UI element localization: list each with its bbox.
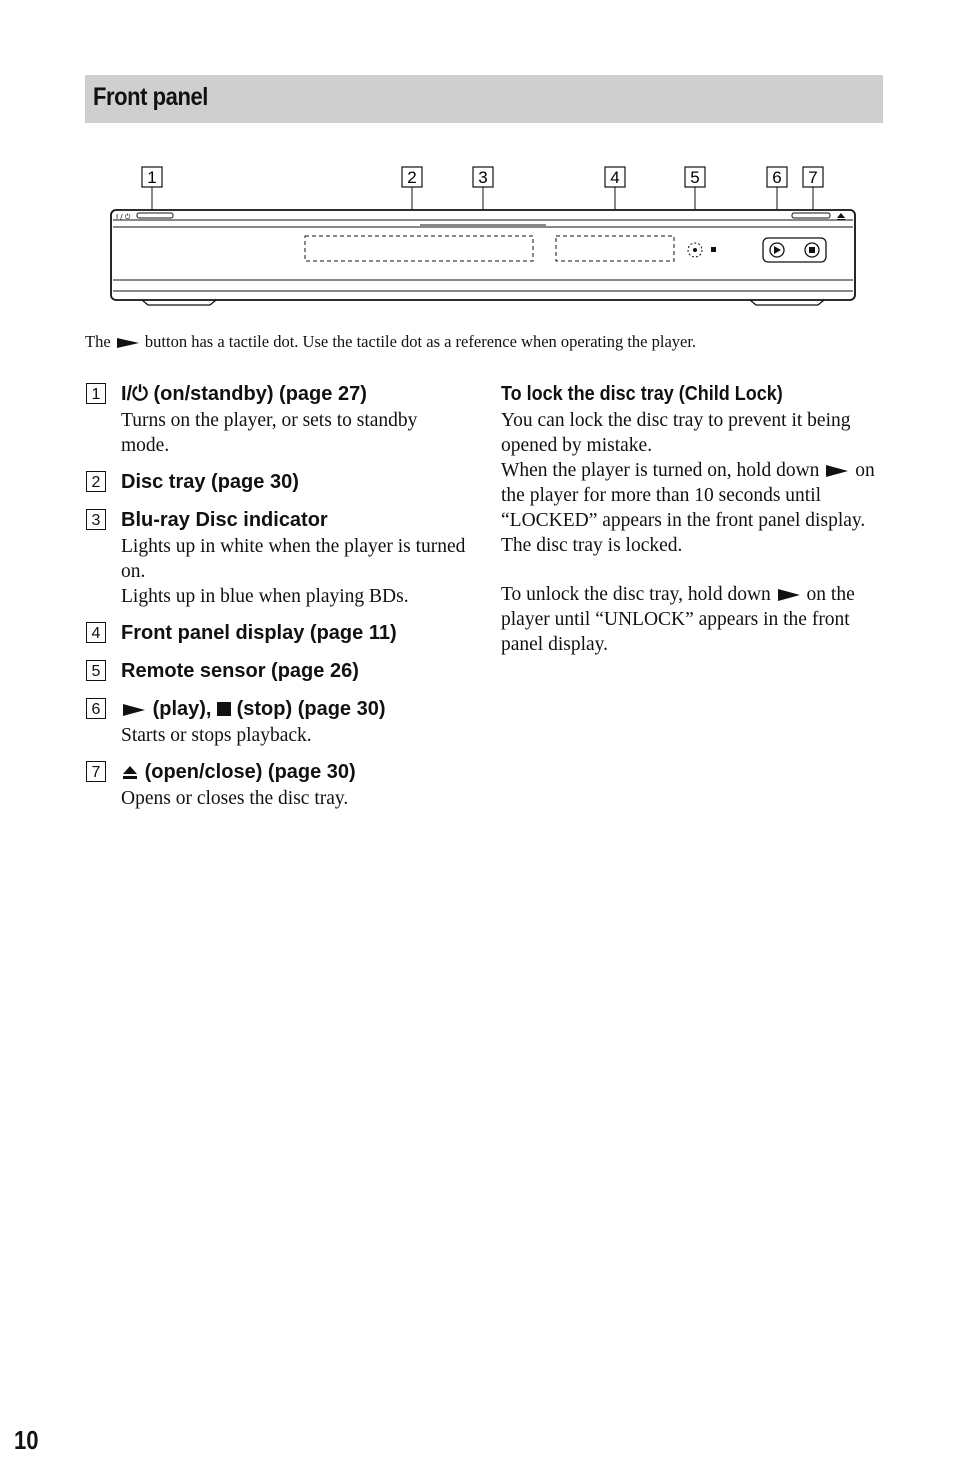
list-item xyxy=(86,758,466,811)
callout-1 xyxy=(142,167,162,212)
power-icon: I/⏻ xyxy=(121,383,148,405)
list-item xyxy=(86,695,466,748)
list-item xyxy=(86,657,466,685)
play-icon xyxy=(778,589,800,601)
svg-text:2: 2 xyxy=(407,168,417,187)
item-number: 1 xyxy=(86,383,106,404)
caption-prefix: The xyxy=(85,332,111,351)
play-icon xyxy=(117,338,139,348)
list-item xyxy=(86,619,466,647)
item-title: Front panel display (page 11) xyxy=(121,622,397,644)
item-number: 5 xyxy=(86,660,106,681)
item-description: Lights up in white when the player is turned on. xyxy=(121,536,466,582)
child-lock-lock-instructions: When the player is turned on, hold down on the player for more than 10 seconds until “LOCKED” appears in the front panel display. The disc tray is locked. xyxy=(501,460,875,556)
item-number: 6 xyxy=(86,698,106,719)
section-title: Front panel xyxy=(93,83,208,111)
child-lock-heading: To lock the disc tray (Child Lock) xyxy=(501,383,783,405)
item-number: 4 xyxy=(86,622,106,643)
svg-text:I / ⏻: I / ⏻ xyxy=(116,213,131,221)
child-lock-section xyxy=(501,380,886,657)
svg-text:7: 7 xyxy=(808,168,818,187)
svg-text:1: 1 xyxy=(147,168,157,187)
item-title: Disc tray (page 30) xyxy=(121,471,299,493)
item-description: Starts or stops playback. xyxy=(121,725,312,746)
stop-icon xyxy=(217,702,231,716)
section-header xyxy=(85,75,883,123)
list-item xyxy=(86,468,466,496)
eject-icon xyxy=(121,763,139,781)
item-description: Opens or closes the disc tray. xyxy=(121,788,349,809)
play-icon xyxy=(826,465,848,477)
caption-text: button has a tactile dot. Use the tactile dot as a reference when operating the player. xyxy=(144,332,697,351)
callout-7 xyxy=(803,167,823,216)
player-body xyxy=(111,210,855,305)
item-number: 2 xyxy=(86,471,106,492)
item-title: (play), (stop) (page 30) xyxy=(121,695,466,723)
list-item xyxy=(86,506,466,609)
item-title: Remote sensor (page 26) xyxy=(121,660,359,682)
item-description: Turns on the player, or sets to standby mode. xyxy=(121,410,418,456)
svg-text:3: 3 xyxy=(478,168,488,187)
child-lock-unlock-instructions: To unlock the disc tray, hold down on the player until “UNLOCK” appears in the front panel display. xyxy=(501,584,855,655)
page-number: 10 xyxy=(14,1425,39,1455)
item-title: Blu-ray Disc indicator xyxy=(121,509,328,531)
parts-list xyxy=(86,380,466,821)
tactile-dot-caption xyxy=(85,332,696,352)
svg-text:4: 4 xyxy=(610,168,620,187)
child-lock-intro: You can lock the disc tray to prevent it being opened by mistake. xyxy=(501,410,851,456)
item-title: I/⏻ (on/standby) (page 27) xyxy=(121,383,367,405)
play-icon xyxy=(123,704,145,716)
item-description: Lights up in blue when playing BDs. xyxy=(121,586,409,607)
front-panel-diagram xyxy=(100,160,870,320)
item-number: 7 xyxy=(86,761,106,782)
item-title: (open/close) (page 30) xyxy=(121,758,466,786)
list-item xyxy=(86,380,466,458)
svg-text:5: 5 xyxy=(690,168,700,187)
svg-text:6: 6 xyxy=(772,168,782,187)
item-number: 3 xyxy=(86,509,106,530)
